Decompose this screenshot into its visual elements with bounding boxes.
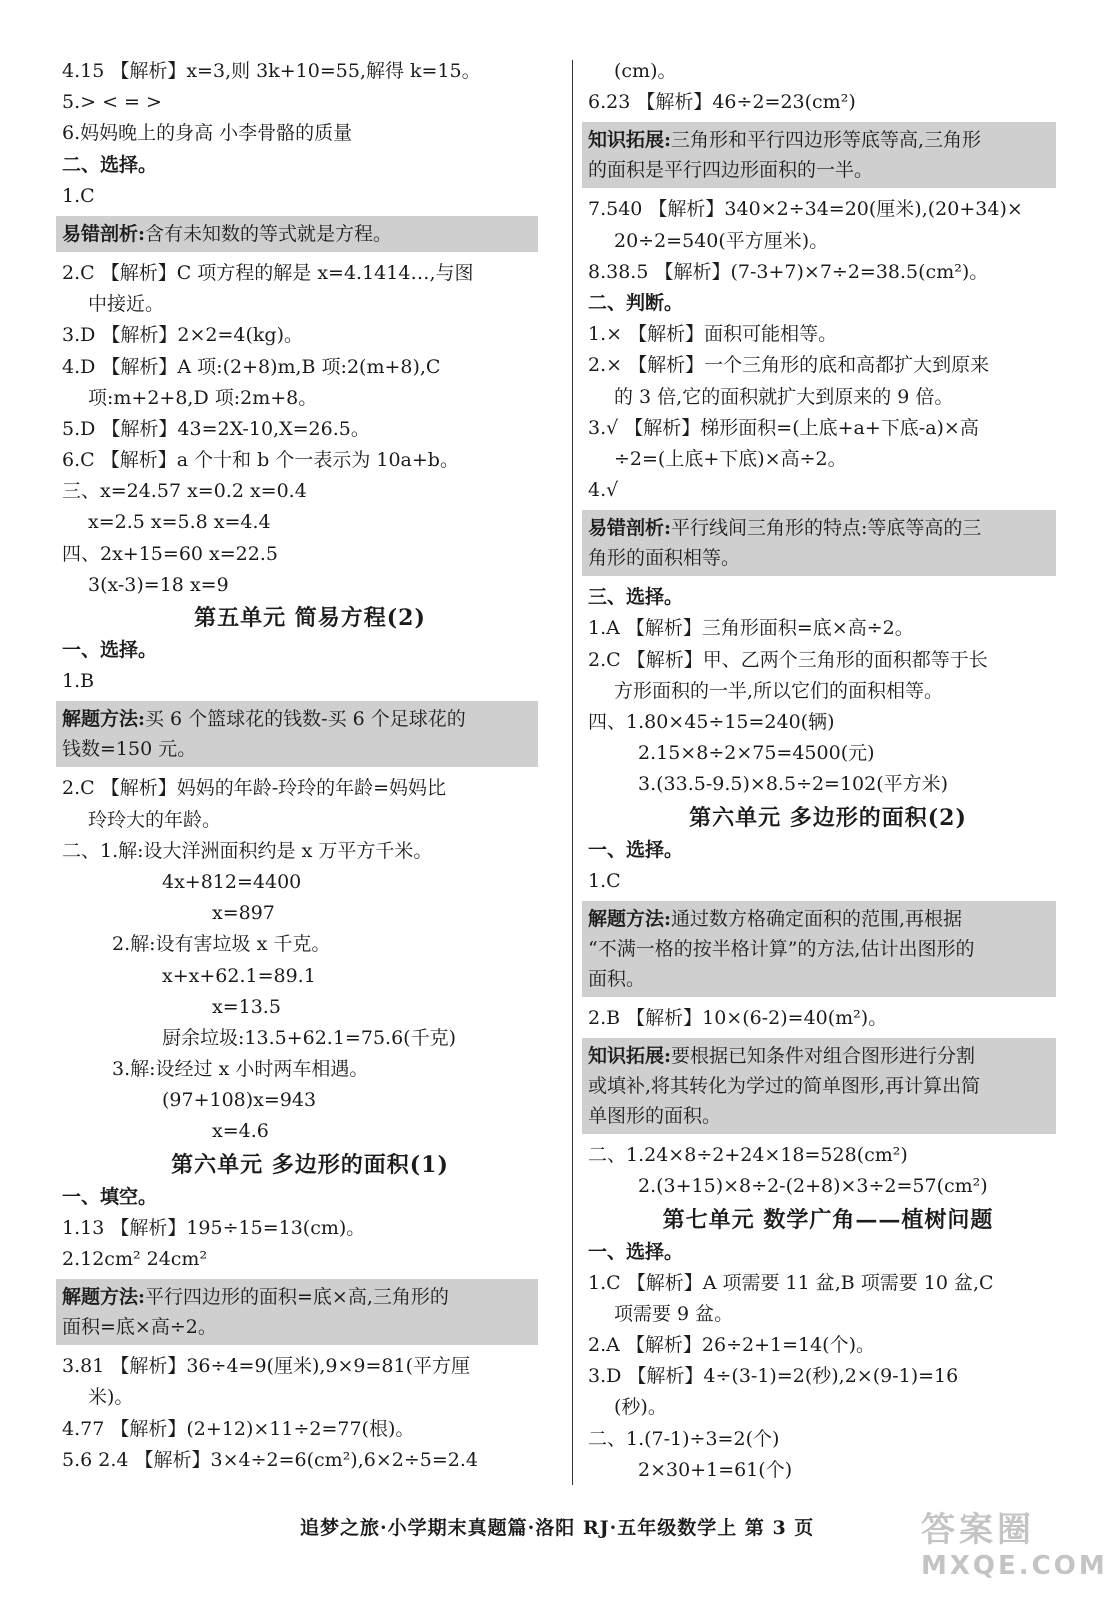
answer-line: 2.× 【解析】一个三角形的底和高都扩大到原来 [588, 354, 990, 377]
answer-line: 1.B [62, 670, 95, 693]
answer-line: 2.解:设有害垃圾 x 千克。 [112, 933, 331, 956]
tip-box [582, 901, 1056, 997]
tip-line [62, 219, 532, 249]
answer-line: 1.C 【解析】A 项需要 11 盆,B 项需要 10 盆,C [588, 1271, 994, 1294]
tip-text: 或填补,将其转化为学过的简单图形,再计算出简 [588, 1075, 981, 1098]
answer-line: 3(x-3)=18 x=9 [88, 573, 229, 596]
answer-line: 三、x=24.57 x=0.2 x=0.4 [62, 480, 307, 503]
answer-line: (秒)。 [614, 1396, 667, 1419]
answer-line: 5.> < = > [62, 91, 162, 114]
section-heading: 一、选择。 [62, 639, 158, 661]
tip-box [582, 1038, 1056, 1134]
watermark-text-top: 答案圈 [921, 1510, 1035, 1550]
answer-line: 厨余垃圾:13.5+62.1=75.6(千克) [162, 1026, 456, 1049]
tip-label: 知识拓展: [588, 1045, 672, 1068]
tip-text: 平行四边形的面积=底×高,三角形的 [145, 1286, 449, 1309]
section-heading: 二、选择。 [62, 153, 158, 176]
tip-label: 解题方法: [588, 907, 672, 930]
answer-line: 1.A 【解析】三角形面积=底×高÷2。 [588, 617, 914, 640]
answer-line: 6.C 【解析】a 个十和 b 个一表示为 10a+b。 [62, 449, 459, 472]
answer-line: 2.(3+15)×8÷2-(2+8)×3÷2=57(cm²) [638, 1175, 988, 1198]
answer-line: x=13.5 [212, 995, 281, 1018]
section-heading: 三、选择。 [588, 586, 684, 609]
section-heading: 二、判断。 [588, 291, 684, 314]
tip-label: 知识拓展: [588, 129, 672, 152]
answer-line: 二、1.(7-1)÷3=2(个) [588, 1427, 780, 1450]
answer-line: 2×30+1=61(个) [638, 1458, 793, 1481]
tip-label: 易错剖析: [588, 517, 672, 540]
answer-line: x=4.6 [212, 1120, 269, 1143]
answer-line: 3.D 【解析】2×2=4(kg)。 [62, 324, 304, 347]
tip-text: 钱数=150 元。 [62, 738, 197, 761]
answer-line: x=2.5 x=5.8 x=4.4 [88, 511, 271, 534]
answer-line: 1.C [62, 184, 95, 207]
answer-line: 二、1.解:设大洋洲面积约是 x 万平方千米。 [62, 839, 433, 862]
tip-label: 易错剖析: [62, 222, 146, 245]
tip-box [56, 1279, 538, 1345]
section-heading: 一、选择。 [588, 838, 684, 861]
tip-line [588, 964, 1050, 994]
answer-line: 20÷2=540(平方厘米)。 [614, 229, 829, 252]
tip-label: 解题方法: [62, 1286, 146, 1309]
answer-line: 3.(33.5-9.5)×8.5÷2=102(平方米) [638, 773, 949, 796]
tip-text: 的面积是平行四边形面积的一半。 [588, 159, 874, 182]
tip-box [582, 510, 1056, 576]
answer-line: 5.D 【解析】43=2X-10,X=26.5。 [62, 417, 370, 440]
answer-line: 1.C [588, 869, 621, 892]
page-footer: 追梦之旅·小学期末真题篇·洛阳 RJ·五年级数学上 第 3 页 [300, 1517, 815, 1539]
answer-line: 的 3 倍,它的面积就扩大到原来的 9 倍。 [614, 385, 954, 408]
tip-text: 含有未知数的等式就是方程。 [145, 222, 393, 245]
section-heading: 一、填空。 [62, 1185, 158, 1208]
tip-line [588, 155, 1050, 185]
answer-line: 2.C 【解析】妈妈的年龄-玲玲的年龄=妈妈比 [62, 777, 447, 800]
tip-box [56, 216, 538, 252]
unit-title: 第七单元 数学广角——植树问题 [662, 1206, 994, 1233]
answer-line: 6.23 【解析】46÷2=23(cm²) [588, 91, 856, 114]
tip-text: 平行线间三角形的特点:等底等高的三 [671, 517, 982, 540]
tip-line [588, 1101, 1050, 1131]
tip-text: 单图形的面积。 [588, 1105, 722, 1128]
tip-line [62, 704, 532, 734]
column-divider [572, 60, 573, 1485]
answer-line: 二、1.24×8÷2+24×18=528(cm²) [588, 1144, 908, 1167]
answer-line: 四、1.80×45÷15=240(辆) [588, 711, 835, 733]
answer-line: 2.12cm² 24cm² [62, 1248, 208, 1270]
answer-line: 3.81 【解析】36÷4=9(厘米),9×9=81(平方厘 [62, 1355, 471, 1378]
tip-text: 三角形和平行四边形等底等高,三角形 [671, 129, 982, 152]
tip-text: 买 6 个篮球花的钱数-买 6 个足球花的 [145, 708, 466, 731]
answer-line: x+x+62.1=89.1 [162, 964, 316, 987]
answer-line: 4.15 【解析】x=3,则 3k+10=55,解得 k=15。 [62, 60, 481, 82]
tip-text: 通过数方格确定面积的范围,再根据 [671, 907, 963, 930]
answer-line: 1.× 【解析】面积可能相等。 [588, 323, 838, 346]
answer-line: 4.D 【解析】A 项:(2+8)m,B 项:2(m+8),C [62, 355, 441, 378]
answer-line: 1.13 【解析】195÷15=13(cm)。 [62, 1216, 366, 1239]
answer-line: 3.√ 【解析】梯形面积=(上底+a+下底-a)×高 [588, 416, 979, 439]
answer-line: 3.D 【解析】4÷(3-1)=2(秒),2×(9-1)=16 [588, 1365, 959, 1388]
answer-line: (97+108)x=943 [162, 1089, 317, 1112]
tip-line [62, 1282, 532, 1312]
answer-line: 2.B 【解析】10×(6-2)=40(m²)。 [588, 1006, 888, 1029]
answer-line: 项需要 9 盆。 [614, 1302, 734, 1325]
answer-line: 8.38.5 【解析】(7-3+7)×7÷2=38.5(cm²)。 [588, 260, 989, 283]
answer-line: 项:m+2+8,D 项:2m+8。 [88, 386, 318, 409]
answer-line: 方形面积的一半,所以它们的面积相等。 [614, 679, 944, 702]
answer-line: 6.妈妈晚上的身高 小李骨骼的质量 [62, 122, 353, 145]
left-column [62, 56, 558, 1476]
watermark-logo [921, 1502, 1108, 1590]
tip-text: 面积=底×高÷2。 [62, 1316, 217, 1339]
answer-line: x=897 [212, 902, 275, 925]
answer-line: 4.77 【解析】(2+12)×11÷2=77(根)。 [62, 1417, 415, 1440]
answer-line: 3.解:设经过 x 小时两车相遇。 [112, 1058, 369, 1081]
tip-line [588, 125, 1050, 155]
tip-line [588, 934, 1050, 964]
answer-line: 2.C 【解析】甲、乙两个三角形的面积都等于长 [588, 648, 988, 671]
unit-title: 第五单元 简易方程(2) [194, 605, 426, 631]
answer-line: ÷2=(上底+下底)×高÷2。 [614, 447, 847, 470]
answer-line: 7.540 【解析】340×2÷34=20(厘米),(20+34)× [588, 198, 1023, 221]
tip-line [588, 1041, 1050, 1071]
tip-line [588, 904, 1050, 934]
tip-line [62, 734, 532, 764]
tip-box [56, 701, 538, 767]
answer-line: (cm)。 [614, 60, 677, 82]
answer-line: 四、2x+15=60 x=22.5 [62, 542, 278, 565]
watermark-text-bottom: MXQE.COM [921, 1551, 1108, 1581]
tip-line [588, 513, 1050, 543]
unit-title: 第六单元 多边形的面积(2) [689, 804, 967, 831]
unit-title: 第六单元 多边形的面积(1) [171, 1151, 449, 1178]
answer-line: 玲玲大的年龄。 [88, 808, 222, 831]
tip-box [582, 122, 1056, 188]
answer-line: 中接近。 [88, 293, 165, 316]
tip-text: 要根据已知条件对组合图形进行分割 [671, 1045, 976, 1068]
tip-line [62, 1312, 532, 1342]
tip-line [588, 543, 1050, 573]
section-heading: 一、选择。 [588, 1240, 684, 1263]
tip-text: 面积。 [588, 967, 646, 990]
right-column [588, 56, 1068, 1486]
tip-label: 解题方法: [62, 708, 146, 731]
answer-line: 4x+812=4400 [162, 870, 302, 893]
answer-line: 4.√ [588, 479, 619, 502]
answer-line: 5.6 2.4 【解析】3×4÷2=6(cm²),6×2÷5=2.4 [62, 1448, 479, 1471]
tip-text: 角形的面积相等。 [588, 547, 741, 570]
answer-line: 米)。 [88, 1386, 134, 1409]
answer-line: 2.C 【解析】C 项方程的解是 x=4.1414…,与图 [62, 261, 474, 284]
answer-line: 2.A 【解析】26÷2+1=14(个)。 [588, 1334, 876, 1357]
tip-line [588, 1071, 1050, 1101]
tip-text: “不满一格的按半格计算”的方法,估计出图形的 [588, 937, 975, 960]
answer-line: 2.15×8÷2×75=4500(元) [638, 742, 875, 765]
